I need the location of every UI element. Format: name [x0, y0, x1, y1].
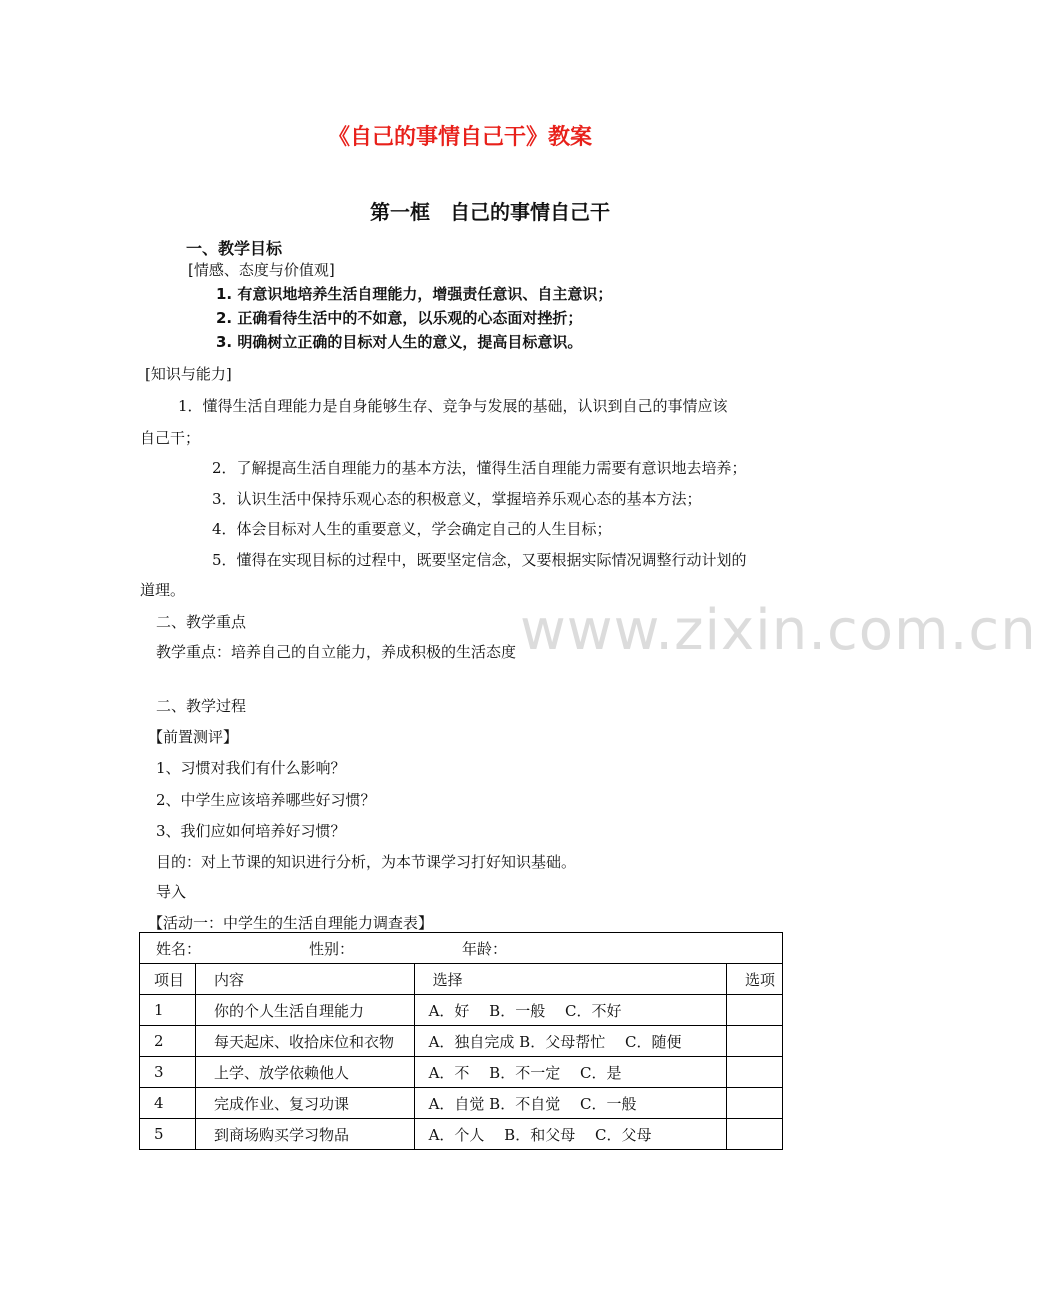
- knowledge-item-1: 1．懂得生活自理能力是自身能够生存、竞争与发展的基础，认识到自己的事情应该: [178, 397, 728, 415]
- name-label: 姓名：: [156, 939, 202, 958]
- knowledge-item-4: 4．体会目标对人生的重要意义，学会确定自己的人生目标；: [212, 520, 612, 538]
- header-content: 内容: [195, 964, 414, 995]
- row-option-cell[interactable]: [727, 1026, 783, 1057]
- knowledge-item-1-cont: 自己干；: [140, 429, 201, 447]
- row-content: 到商场购买学习物品: [195, 1119, 414, 1150]
- intro-label: 导入: [156, 883, 187, 901]
- emotion-item-3: 3. 明确树立正确的目标对人生的意义，提高目标意识。: [216, 333, 583, 351]
- question-1: 1、习惯对我们有什么影响？: [156, 759, 346, 777]
- gender-label: 性别：: [309, 939, 355, 958]
- knowledge-item-3: 3．认识生活中保持乐观心态的积极意义，掌握培养乐观心态的基本方法；: [212, 490, 702, 508]
- row-choices: A．个人 B．和父母 C．父母: [414, 1119, 726, 1150]
- emotion-header: [情感、态度与价值观]: [188, 261, 335, 279]
- table-row: [140, 1026, 783, 1057]
- row-content: 每天起床、收拾床位和衣物: [195, 1026, 414, 1057]
- heading-key-point: 二、教学重点: [156, 613, 247, 631]
- key-point-text: 教学重点：培养自己的自立能力，养成积极的生活态度: [156, 643, 517, 661]
- table-row: [140, 1088, 783, 1119]
- row-option-cell[interactable]: [727, 1057, 783, 1088]
- row-option-cell[interactable]: [727, 1119, 783, 1150]
- emotion-item-2: 2. 正确看待生活中的不如意，以乐观的心态面对挫折；: [216, 309, 583, 327]
- row-choices: A．好 B．一般 C．不好: [414, 995, 726, 1026]
- table-row: [140, 995, 783, 1026]
- row-number: 4: [140, 1088, 196, 1119]
- age-label: 年龄：: [462, 939, 508, 958]
- row-choices: A．独自完成 B．父母帮忙 C．随便: [414, 1026, 726, 1057]
- watermark: www.zixin.com.cn: [520, 598, 1037, 663]
- activity-label: 【活动一：中学生的生活自理能力调查表】: [148, 914, 434, 932]
- info-cell: [140, 933, 783, 964]
- row-option-cell[interactable]: [727, 1088, 783, 1119]
- header-item: 项目: [140, 964, 196, 995]
- row-number: 2: [140, 1026, 196, 1057]
- row-choices: A．不 B．不一定 C．是: [414, 1057, 726, 1088]
- row-number: 5: [140, 1119, 196, 1150]
- row-choices: A．自觉 B．不自觉 C．一般: [414, 1088, 726, 1119]
- knowledge-header: [知识与能力]: [145, 365, 232, 383]
- heading-teaching-goals: 一、教学目标: [186, 239, 283, 258]
- knowledge-item-2: 2．了解提高生活自理能力的基本方法，懂得生活自理能力需要有意识地去培养；: [212, 459, 747, 477]
- row-content: 你的个人生活自理能力: [195, 995, 414, 1026]
- header-option: 选项: [727, 964, 783, 995]
- table-row: [140, 1119, 783, 1150]
- question-3: 3、我们应如何培养好习惯？: [156, 822, 346, 840]
- heading-teaching-process: 二、教学过程: [156, 697, 247, 715]
- section-subtitle: 第一框 自己的事情自己干: [370, 200, 610, 224]
- question-2: 2、中学生应该培养哪些好习惯？: [156, 791, 376, 809]
- knowledge-item-5-cont: 道理。: [140, 581, 186, 599]
- header-choice: 选择: [414, 964, 726, 995]
- table-info-row: [140, 933, 783, 964]
- table-row: [140, 1057, 783, 1088]
- purpose-text: 目的：对上节课的知识进行分析，为本节课学习打好知识基础。: [156, 853, 577, 871]
- table-header-row: [140, 964, 783, 995]
- row-number: 1: [140, 995, 196, 1026]
- row-content: 上学、放学依赖他人: [195, 1057, 414, 1088]
- knowledge-item-5: 5．懂得在实现目标的过程中，既要坚定信念，又要根据实际情况调整行动计划的: [212, 551, 747, 569]
- row-option-cell[interactable]: [727, 995, 783, 1026]
- pretest-label: 【前置测评】: [148, 728, 239, 746]
- row-number: 3: [140, 1057, 196, 1088]
- survey-table: [139, 932, 783, 1150]
- row-content: 完成作业、复习功课: [195, 1088, 414, 1119]
- emotion-item-1: 1. 有意识地培养生活自理能力，增强责任意识、自主意识；: [216, 285, 613, 303]
- document-title: 《自己的事情自己干》教案: [327, 125, 592, 150]
